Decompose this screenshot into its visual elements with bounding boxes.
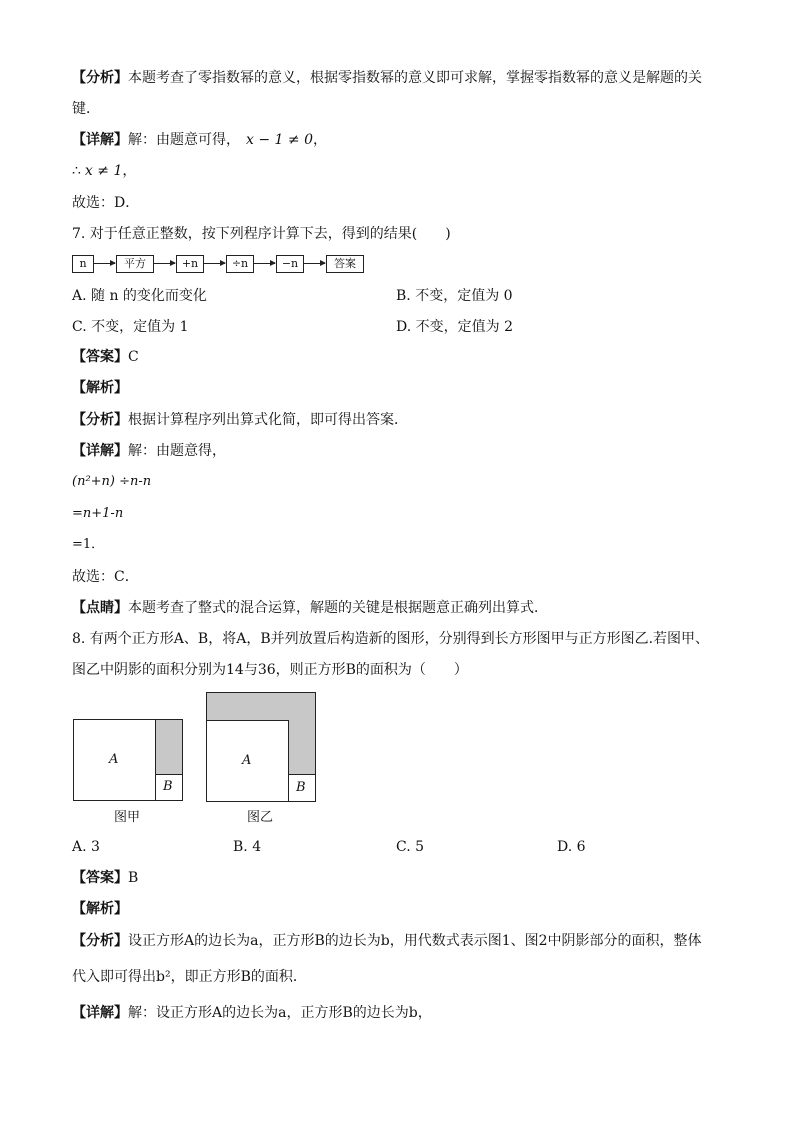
flow-box-answer: 答案	[326, 255, 364, 273]
flow-arrow	[204, 263, 225, 264]
q7-option-c: C. 不变，定值为 1	[72, 319, 189, 335]
flow-box-n: n	[72, 255, 94, 273]
q8-option-c: C. 5	[396, 839, 425, 855]
comment-text: 本题考查了整式的混合运算，解题的关键是根据题意正确列出算式．	[128, 600, 548, 616]
q8-option-a: A. 3	[72, 839, 100, 855]
q7-comment-line	[72, 598, 548, 618]
q7-choice-line: 故选：C．	[72, 569, 139, 585]
q7-option-a: A. 随 n 的变化而变化	[72, 288, 207, 304]
question-8-stem-2: 图乙中阴影的面积分别为14与36，则正方形B的面积为（ ）	[72, 662, 468, 678]
q7-option-b: B. 不变，定值为 0	[396, 288, 513, 304]
label-b: B	[296, 780, 306, 795]
therefore-tail: ，	[122, 163, 137, 179]
answer-value: C	[128, 349, 139, 365]
therefore-math: x ≠ 1	[84, 163, 123, 179]
answer-tag: 【答案】	[72, 870, 128, 886]
detail-text: 解：由题意可得，	[128, 132, 240, 148]
choice-text: 故选：D．	[72, 195, 140, 211]
flow-box-square: 平方	[116, 255, 154, 273]
q8-explain-heading	[72, 899, 128, 919]
analysis-line-2	[72, 99, 100, 119]
q7-expression-2: =n+1-n	[72, 506, 124, 521]
label-a: A	[242, 753, 252, 768]
flow-box-divide-n: ÷n	[226, 255, 254, 273]
analysis-tag: 【分析】	[72, 70, 128, 86]
answer-value: B	[128, 870, 139, 886]
detail-text: 解：设正方形A的边长为a，正方形B的边长为b，	[128, 1005, 432, 1021]
q7-detail-line	[72, 441, 226, 461]
comment-tag: 【点睛】	[72, 600, 128, 616]
q8-option-d: D. 6	[557, 839, 586, 855]
q7-answer-line	[72, 347, 139, 367]
therefore-line	[72, 161, 136, 181]
figure-jia	[73, 719, 183, 801]
q8-option-b: B. 4	[233, 839, 262, 855]
analysis-text: 根据计算程序列出算式化简，即可得出答案．	[128, 412, 408, 428]
question-7-stem	[72, 224, 451, 244]
therefore-symbol: ∴	[72, 163, 81, 179]
detail-tag: 【详解】	[72, 132, 128, 148]
explain-tag: 【解析】	[72, 901, 128, 917]
shaded-region	[155, 720, 182, 774]
question-7-text: 7. 对于任意正整数，按下列程序计算下去，得到的结果( )	[72, 226, 451, 242]
figure-yi	[206, 692, 316, 802]
caption-jia: 图甲	[114, 810, 141, 825]
label-b: B	[163, 779, 173, 794]
flow-arrow	[154, 263, 175, 264]
analysis-text-cont: 键．	[72, 101, 100, 117]
q7-option-d: D. 不变，定值为 2	[396, 319, 513, 335]
q7-expression-3: =1．	[72, 537, 105, 552]
analysis-tag: 【分析】	[72, 933, 128, 949]
answer-tag: 【答案】	[72, 349, 128, 365]
q8-analysis-line-2: 代入即可得出b²，即正方形B的面积．	[72, 969, 307, 985]
detail-line-1	[72, 130, 327, 150]
detail-tag: 【详解】	[72, 1005, 128, 1021]
q7-expression-1: (n²+n) ÷n-n	[72, 474, 152, 489]
explain-tag: 【解析】	[72, 380, 128, 396]
analysis-text: 设正方形A的边长为a，正方形B的边长为b，用代数式表示图1、图2中阴影部分的面积，整体	[128, 933, 702, 949]
analysis-tag: 【分析】	[72, 412, 128, 428]
flow-arrow	[94, 263, 115, 264]
analysis-text: 本题考查了零指数幂的意义，根据零指数幂的意义即可求解，掌握零指数幂的意义是解题的关	[128, 70, 702, 86]
label-a: A	[109, 752, 119, 767]
flow-box-plus-n: +n	[176, 255, 204, 273]
q8-detail-line	[72, 1003, 432, 1023]
flow-arrow	[304, 263, 325, 264]
analysis-line-1	[72, 68, 702, 88]
q8-analysis-line-1	[72, 931, 702, 951]
q8-answer-line	[72, 868, 138, 888]
q7-explain-heading	[72, 378, 128, 398]
choice-line	[72, 193, 139, 213]
flow-arrow	[254, 263, 275, 264]
flow-box-minus-n: −n	[276, 255, 304, 273]
detail-text: 解：由题意得，	[128, 443, 226, 459]
question-8-stem-1: 8. 有两个正方形A、B，将A，B并列放置后构造新的图形，分别得到长方形图甲与正方形图乙.若图甲、	[72, 631, 710, 647]
q7-analysis-line	[72, 410, 408, 430]
caption-yi: 图乙	[247, 810, 274, 825]
detail-tail: ，	[312, 132, 327, 148]
detail-tag: 【详解】	[72, 443, 128, 459]
detail-math: x − 1 ≠ 0	[246, 132, 313, 148]
